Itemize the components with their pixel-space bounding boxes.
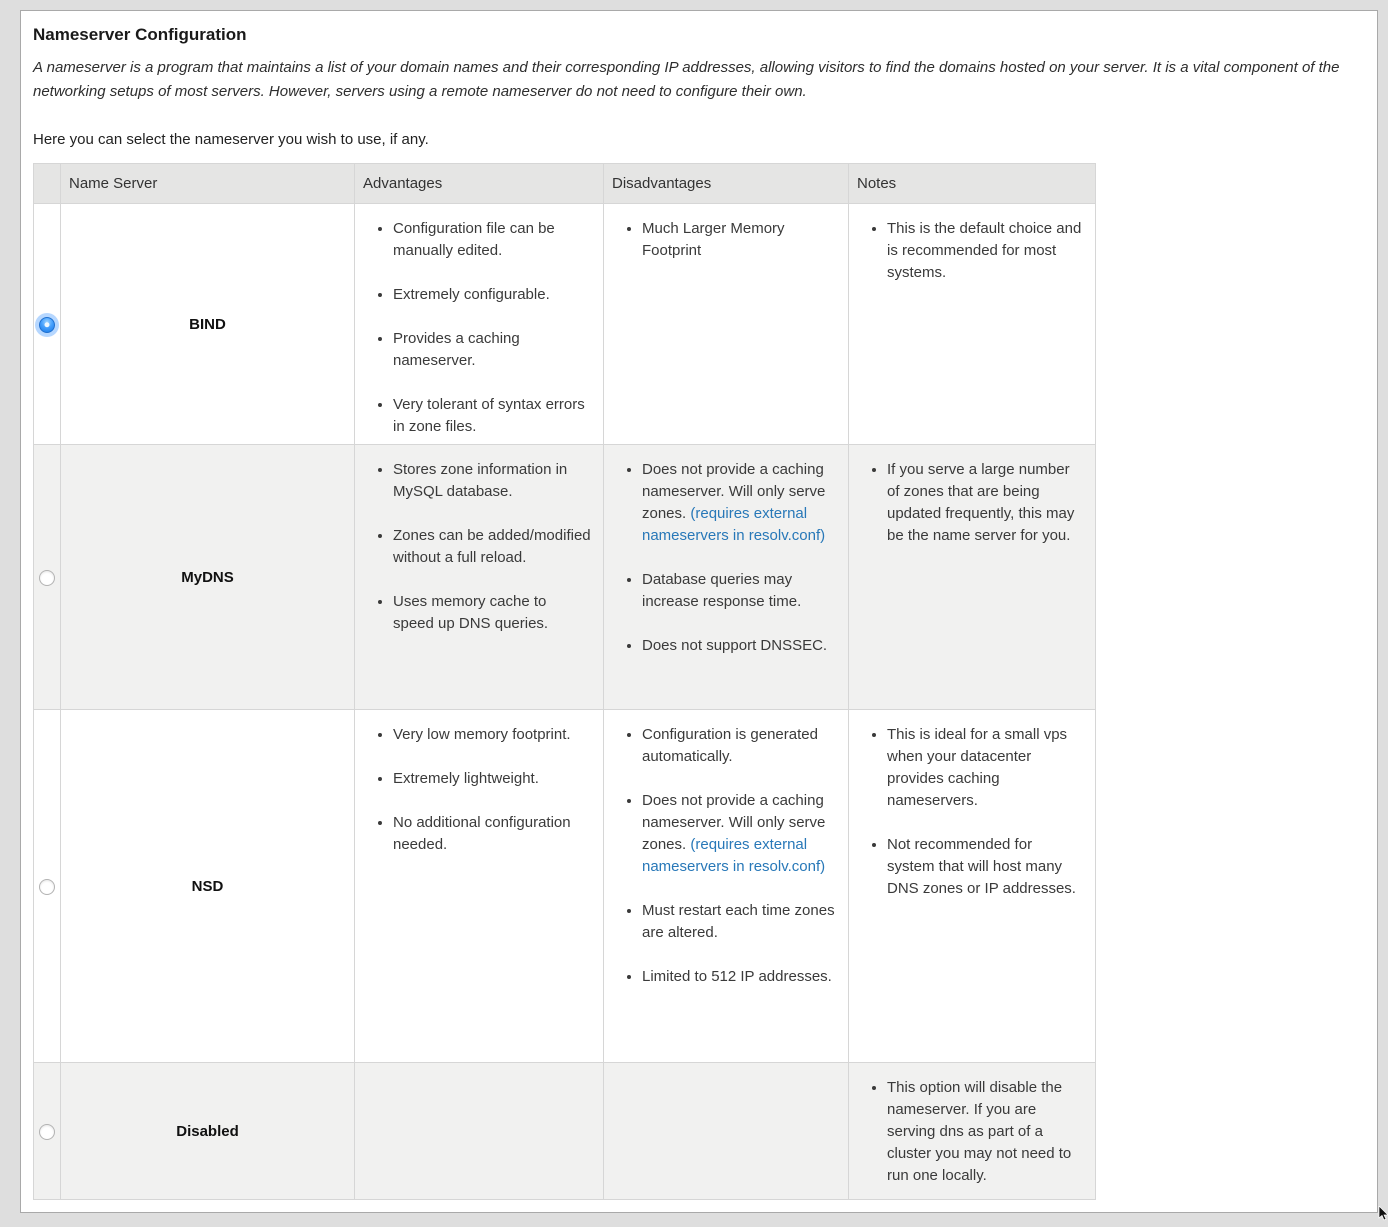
header-advantages: Advantages <box>355 164 604 204</box>
bind-advantages-item: • Extremely configurable. <box>393 284 591 306</box>
bind-radio-button[interactable] <box>39 317 55 333</box>
bind-advantages-item: • Configuration file can be manually edited. <box>393 218 591 262</box>
nsd-notes-item: • Not recommended for system that will host many DNS zones or IP addresses. <box>887 834 1083 900</box>
disabled-notes-item: • This option will disable the nameserver. If you are serving dns as part of a cluster you may not need to run one locally. <box>887 1077 1083 1187</box>
mydns-advantages-item: • Zones can be added/modified without a full reload. <box>393 525 591 569</box>
nameserver-table <box>33 163 1096 1200</box>
nsd-disadvantages-item: • Configuration is generated automatically. <box>642 724 836 768</box>
mydns-name-label: MyDNS <box>181 568 234 586</box>
nsd-disadvantages-item: • Limited to 512 IP addresses. <box>642 966 836 988</box>
mydns-disadvantages-item: • Does not provide a caching nameserver. Will only serve zones. (requires external nameservers in resolv.conf) <box>642 459 836 547</box>
bind-disadvantages-cell <box>604 204 849 445</box>
nsd-notes-item: • This is ideal for a small vps when your datacenter provides caching nameservers. <box>887 724 1083 812</box>
disabled-name-cell <box>61 1063 355 1200</box>
nsd-advantages-item: • Extremely lightweight. <box>393 768 591 790</box>
mydns-name-cell <box>61 445 355 710</box>
disabled-radio-cell <box>34 1063 61 1200</box>
nsd-disadvantages-item: • Does not provide a caching nameserver. Will only serve zones. (requires external nameservers in resolv.conf) <box>642 790 836 878</box>
nsd-name-label: NSD <box>191 877 224 895</box>
mouse-cursor-icon <box>1378 1206 1388 1222</box>
bind-advantages-item: • Very tolerant of syntax errors in zone files. <box>393 394 591 438</box>
disabled-name-label: Disabled <box>176 1122 239 1140</box>
mydns-notes-item: • If you serve a large number of zones that are being updated frequently, this may be the name server for you. <box>887 459 1083 547</box>
mydns-disadvantages-item: • Database queries may increase response time. <box>642 569 836 613</box>
page-title: Nameserver Configuration <box>33 25 247 44</box>
bind-advantages-cell <box>355 204 604 445</box>
nameserver-configuration-panel <box>20 10 1378 1213</box>
header-radio-column <box>34 164 61 204</box>
header-disadvantages: Disadvantages <box>604 164 849 204</box>
nsd-resolv-conf-link[interactable]: (requires external nameservers in resolv.conf) <box>642 836 826 875</box>
disabled-disadvantages-cell <box>604 1063 849 1200</box>
disabled-advantages-cell <box>355 1063 604 1200</box>
mydns-disadvantages-cell <box>604 445 849 710</box>
bind-name-label: BIND <box>189 315 226 333</box>
bind-name-cell <box>61 204 355 445</box>
page-description: A nameserver is a program that maintains a list of your domain names and their corresponding IP addresses, allowing visitors to find the domains hosted on your server. It is a vital component of the networking setups of most servers. However, servers using a remote nameserver do not need to configure their own. <box>33 59 1340 100</box>
nameserver-row-nsd <box>34 710 1096 1063</box>
nsd-disadvantages-item: • Must restart each time zones are altered. <box>642 900 836 944</box>
mydns-resolv-conf-link[interactable]: (requires external nameservers in resolv.conf) <box>642 505 826 544</box>
nameserver-row-bind <box>34 204 1096 445</box>
mydns-disadvantages-item: • Does not support DNSSEC. <box>642 635 836 657</box>
nameserver-table-body <box>34 204 1096 1200</box>
nsd-name-cell <box>61 710 355 1063</box>
nsd-advantages-item: • Very low memory footprint. <box>393 724 591 746</box>
header-name-server: Name Server <box>61 164 355 204</box>
bind-notes-cell <box>849 204 1096 445</box>
mydns-radio-cell <box>34 445 61 710</box>
nameserver-table-header <box>34 164 1096 204</box>
mydns-advantages-item: • Stores zone information in MySQL database. <box>393 459 591 503</box>
nameserver-row-mydns <box>34 445 1096 710</box>
nsd-notes-cell <box>849 710 1096 1063</box>
disabled-radio-button[interactable] <box>39 1124 55 1140</box>
header-notes: Notes <box>849 164 1096 204</box>
nsd-disadvantages-cell <box>604 710 849 1063</box>
disabled-notes-cell <box>849 1063 1096 1200</box>
nameserver-row-disabled <box>34 1063 1096 1200</box>
mydns-advantages-item: • Uses memory cache to speed up DNS queries. <box>393 591 591 635</box>
bind-disadvantages-item: • Much Larger Memory Footprint <box>642 218 836 262</box>
bind-advantages-item: • Provides a caching nameserver. <box>393 328 591 372</box>
bind-notes-item: • This is the default choice and is recommended for most systems. <box>887 218 1083 284</box>
mydns-advantages-cell <box>355 445 604 710</box>
nsd-radio-button[interactable] <box>39 879 55 895</box>
nsd-radio-cell <box>34 710 61 1063</box>
mydns-notes-cell <box>849 445 1096 710</box>
bind-radio-cell <box>34 204 61 445</box>
nsd-advantages-cell <box>355 710 604 1063</box>
page-instruction: Here you can select the nameserver you wish to use, if any. <box>33 131 429 148</box>
mydns-radio-button[interactable] <box>39 570 55 586</box>
nsd-advantages-item: • No additional configuration needed. <box>393 812 591 856</box>
